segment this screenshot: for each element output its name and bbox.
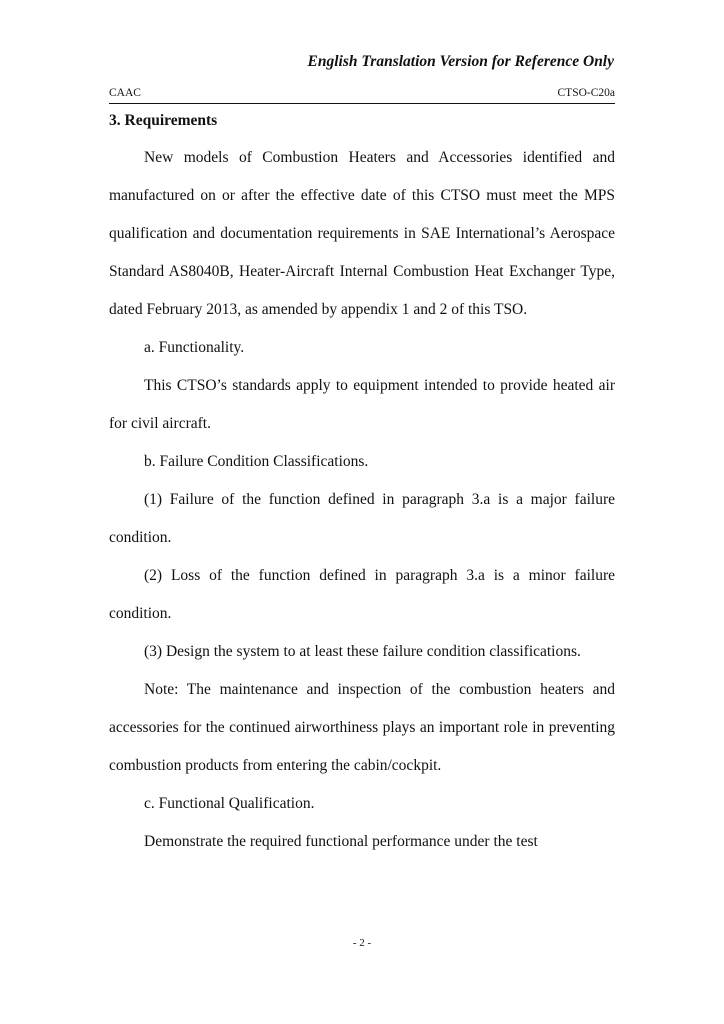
section-title: 3. Requirements bbox=[109, 112, 218, 129]
subsection-c-text: Demonstrate the required functional performance under the test bbox=[144, 833, 538, 850]
subsection-b-item-3: (3) Design the system to at least these failure condition classifications. bbox=[144, 643, 581, 660]
header-left: CAAC bbox=[109, 87, 141, 99]
page-header bbox=[109, 86, 615, 104]
note-paragraph: Note: The maintenance and inspection of the combustion heaters and accessories for the continued airworthiness plays an important role in preventing combustion products from entering the cabin/cockpit. bbox=[109, 681, 615, 774]
translation-banner: English Translation Version for Reference Only bbox=[307, 53, 614, 70]
subsection-b-item-2: (2) Loss of the function defined in paragraph 3.a is a minor failure condition. bbox=[109, 567, 615, 622]
document-body bbox=[109, 108, 615, 861]
intro-paragraph: New models of Combustion Heaters and Accessories identified and manufactured on or after the effective date of this CTSO must meet the MPS qualification and documentation requirements in SAE International’s Aerospace Standard AS8040B, Heater-Aircraft Internal Combustion Heat Exchanger Type, dated February 2013, as amended by appendix 1 and 2 of this TSO. bbox=[109, 149, 615, 318]
subsection-b-item-1: (1) Failure of the function defined in paragraph 3.a is a major failure condition. bbox=[109, 491, 615, 546]
subsection-a-title: a. Functionality. bbox=[144, 339, 245, 356]
header-right: CTSO-C20a bbox=[557, 87, 615, 99]
subsection-c-title: c. Functional Qualification. bbox=[144, 795, 315, 812]
page-number: - 2 - bbox=[352, 937, 372, 949]
subsection-b-title: b. Failure Condition Classifications. bbox=[144, 453, 369, 470]
subsection-a-text: This CTSO’s standards apply to equipment intended to provide heated air for civil aircraft. bbox=[109, 377, 615, 432]
